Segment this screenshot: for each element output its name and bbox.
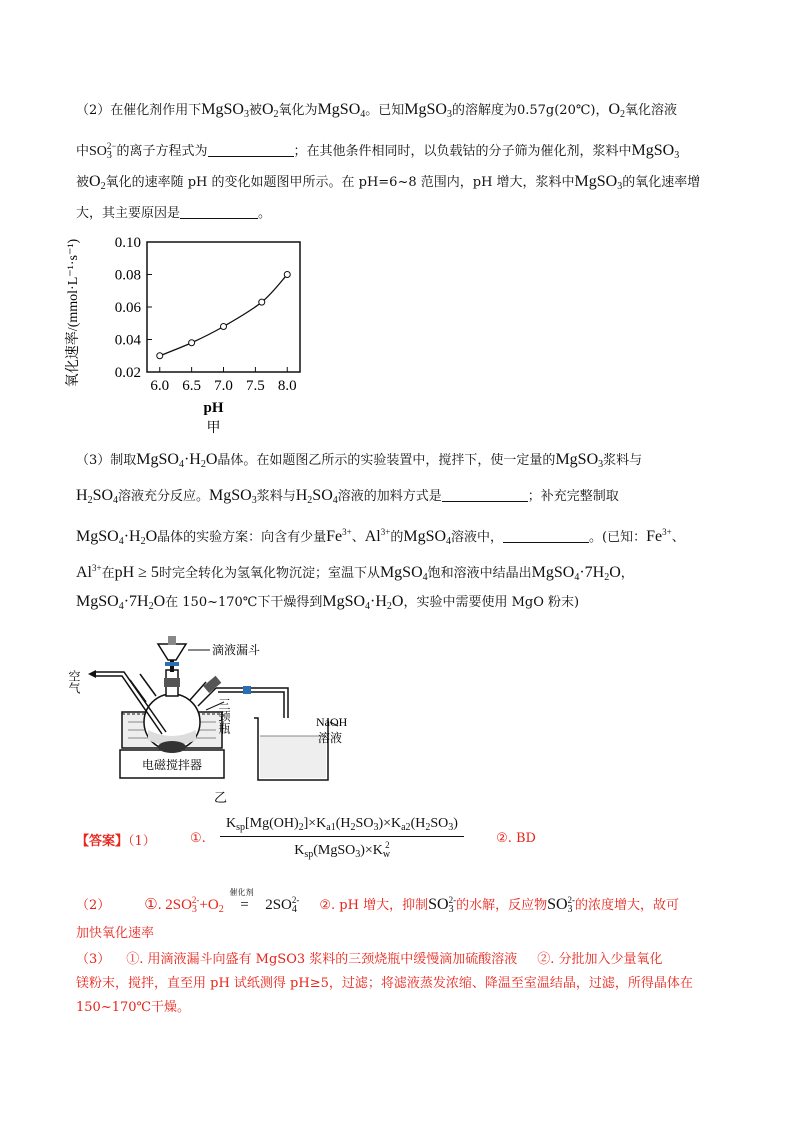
y-tick-label: 0.02 xyxy=(114,365,141,381)
data-point xyxy=(284,272,290,278)
equilibrium-fraction: $\frac{K_{sp}[Mg(OH)_2]\times K_{a1}(H_2SO_3)\times K_{a2}(H_2SO_3)}{K_{sp}(MgSO_3)\times K_w^2}$ xyxy=(220,816,464,860)
apparatus-diagram xyxy=(66,630,396,810)
answer-line-3: 加快氧化速率 xyxy=(76,926,155,941)
funnel-label: 滴液漏斗 xyxy=(212,643,261,657)
y-tick-label: 0.04 xyxy=(114,332,141,349)
air-arrow xyxy=(88,670,96,678)
x-axis-label: pH xyxy=(203,400,224,416)
answer-1-formula: ①. $\frac{K_{sp}[Mg(OH)_2]\times K_{a1}(H_2SO_3)\times K_{a2}(H_2SO_3)}{K_{sp}(MgSO_3)\times K_w^2}$ ②. BD xyxy=(190,816,536,860)
q3-line-2: $H_2SO_4$溶液充分反应。MgSO$_3$浆料与$H_2SO_4$溶液的加料方式是 ；补充完整制取 xyxy=(76,487,619,506)
flask-label: 三颈瓶 xyxy=(217,698,231,734)
x-tick-label: 7.5 xyxy=(246,378,265,394)
q3-line-5: $MgSO_4\cdot 7H_2O$在 150~170℃下干燥得到$MgSO_4\cdot H_2O$，实验中需要使用 MgO 粉末) xyxy=(76,593,580,612)
q3-line-3: $MgSO_4\cdot H_2O$晶体的实验方案：向含有少量$Fe^{3+}$、$Al^{3+}$的MgSO$_4$溶液中， 。(已知：$Fe^{3+}$、 xyxy=(76,527,685,547)
apparatus-caption: 乙 xyxy=(214,790,228,805)
answer-line-6: 150~170℃干燥。 xyxy=(76,1000,191,1015)
dropping-funnel xyxy=(158,644,186,660)
data-point xyxy=(221,324,227,330)
q2-line-2: 中$SO_3^{2-}$的离子方程式为 ；在其他条件相同时，以负载钴的分子筛为催化剂，浆料中MgSO$_3$ xyxy=(76,141,680,161)
slurry xyxy=(158,741,186,753)
chart-jia xyxy=(55,228,315,438)
data-point xyxy=(189,340,195,346)
answer-blank[interactable] xyxy=(442,487,528,502)
answer-line-1: 【答案】（1） xyxy=(76,834,156,849)
air-label: 空气 xyxy=(67,670,81,694)
answer-blank[interactable] xyxy=(208,142,294,157)
answer-blank[interactable] xyxy=(503,528,589,543)
y-tick-label: 0.06 xyxy=(114,300,141,316)
answer-line-2: （2） ①. $2SO_3^{2-}+O_2$ 催化剂 = $2SO_4^{2-}$ ②. pH 增大，抑制$SO_3^{2-}$的水解，反应物$SO_3^{2-}$的浓度增大，故可 xyxy=(76,888,680,915)
y-tick-label: 0.10 xyxy=(114,235,141,251)
chart-caption: 甲 xyxy=(206,421,221,436)
rate-curve xyxy=(160,275,288,356)
chart-plot xyxy=(64,235,300,436)
x-tick-label: 6.0 xyxy=(150,378,170,394)
naoh-label: NaOH xyxy=(316,715,348,729)
x-tick-label: 6.5 xyxy=(182,378,201,394)
tube-clamp xyxy=(243,686,251,694)
answer-line-5: 镁粉末，搅拌，直至用 pH 试纸测得 pH≥5，过滤；将滤液蒸发浓缩、降温至室温结晶，过滤，所得晶体在 xyxy=(76,976,693,991)
q2-line-3: 被$O_2$氧化的速率随 pH 的变化如题图甲所示。在 pH=6~8 范围内，pH 增大，浆料中MgSO$_3$的氧化速率增 xyxy=(76,173,701,192)
x-tick-label: 7.0 xyxy=(214,378,233,394)
naoh-solution-label: 溶液 xyxy=(318,731,343,745)
q2-line-1: （2）在催化剂作用下MgSO$_3$被$O_2$氧化为MgSO$_4$。已知MgSO$_3$的溶解度为0.57g(20℃)，$O_2$氧化溶液 xyxy=(76,101,678,120)
q3-line-4: $Al^{3+}$在pH ≥ 5时完全转化为氢氧化物沉淀；室温下从MgSO$_4$饱和溶液中结晶出$MgSO_4\cdot 7H_2O$， xyxy=(76,563,634,583)
q3-line-1: （3）制取$MgSO_4\cdot H_2O$晶体。在如题图乙所示的实验装置中，搅拌下，使一定量的MgSO$_3$浆料与 xyxy=(76,451,643,470)
data-point xyxy=(157,353,163,359)
answer-blank[interactable] xyxy=(180,204,258,219)
data-point xyxy=(259,299,265,305)
x-tick-label: 8.0 xyxy=(277,378,297,394)
answer-line-4: （3） ①. 用滴液漏斗向盛有 MgSO3 浆料的三颈烧瓶中缓慢滴加硫酸溶液 ②. 分批加入少量氧化 xyxy=(76,952,663,967)
stirrer-label: 电磁搅拌器 xyxy=(141,758,203,772)
q2-line-4: 大，其主要原因是 。 xyxy=(76,206,272,221)
y-axis-label: 氧化速率/(mmol·L⁻¹·s⁻¹) xyxy=(66,238,81,388)
y-tick-label: 0.08 xyxy=(114,267,141,284)
plot-frame xyxy=(147,242,300,372)
